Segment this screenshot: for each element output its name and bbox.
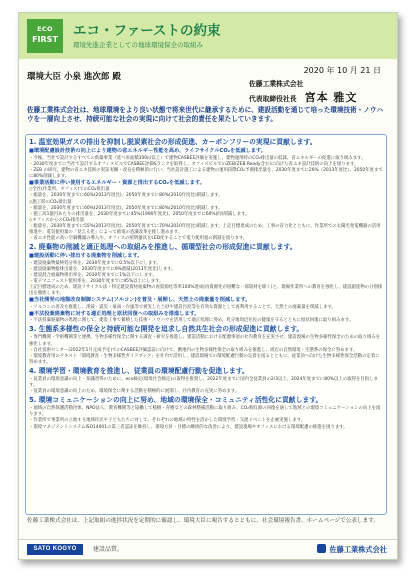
slogan-text: 建設品質。 [93, 546, 124, 553]
section-line: ・自社技術センター(2022年1月完成予定)でのCASBEE評価認証に向けて、敷地内の生物多様性保全の取り組みを推進し、周辺の自然環境・生態系の保全に努めます。 [29, 347, 358, 353]
section-line: ・不法投棄廃棄物の処理に関して、建設工事で蓄積した技術・ノウハウを活用して適正処理に努め、処分地周辺住民の健康を守るとともに原状回復に取り組みます。 [29, 318, 354, 324]
representative [249, 89, 357, 105]
section-line: ・今後、当社で設計するすべての新築事業（延べ床面積300㎡以上）で建物CASBEE評価を実施し、建物運用時のCO₂排出量の低減、省エネルギーの促進に取り組みます。 [29, 155, 366, 161]
section-line: ・従業員の環境意識の向上のため、環境保全に関する活動を積極的に展開し、社内教育の充実に努めます。 [29, 389, 240, 395]
section-line: ・総量を、2030年度までに55%(2013年度比)、2050年度までに70%(2010年度比)削減します。上記目標達成のため、工事の省力化とともに、作業所での太陽光発電機器の活用推進や、電気使用量の「見える化」によって節電の意識改革を推し進めます。 [29, 223, 381, 236]
section-subheading: ■環境配慮設計技術の向上により建物の省エネルギー性能を高め、ライフサイクルCO₂を低減します。 [29, 148, 266, 154]
section-subheading: ■事業活動に伴い使用するエネルギー・資源と排出するCO₂を低減します。 [29, 179, 205, 186]
company-logo-right: 佐藤工業株式会社 [317, 544, 387, 555]
commitment-section [29, 138, 383, 242]
section-line: ・総量を、2030年度までに60%(2013年度比)、2050年度までに80%(2010年度比)削減します。 [29, 193, 223, 199]
section-line: ・電子マニフェスト使用率を、2030年度までに95%以上にします。 [29, 279, 164, 284]
section-subheading: ■当社開発の地盤改良制御システム(ソルコン)を普及・展開し、天然土の廃棄量を削減します。 [29, 297, 251, 304]
intro-text: 佐藤工業株式会社は、地球環境をより良い状態で将来世代に継承するために、建設活動を通じて培った環境技術・ノウハウを一層向上させ、持続可能な社会の実現に向けて社会的責任を果たしていきます。 [27, 106, 384, 123]
commitment-section [29, 325, 383, 365]
section-line: ・ソルコンの普及を推進し、津波・震災・豪雨・台風等で被災した土砂や建設汚泥等を有効な資源として再利用することで、天然土の廃棄量を削減します。 [29, 304, 336, 310]
commitment-section [29, 367, 383, 395]
section-line: ・従業員の環境意識の向上・知識習得のために、eco検定(環境社会検定)の取得を推奨し、2022年度までに国内全従業員の2/3以上、2024年度までに80%以上の取得を目指します。 [29, 376, 378, 389]
section-subheading: ■建設活動に伴い排出する廃棄物を削減します。 [29, 253, 143, 260]
section-line: ・2030年度までに当社で設計するオフィスビルでCASBEE評価Sランクを取得し、オフィスビルでのZEB(ZEB Ready含む)に向けた省エネ設計技術の向上を図ります。 [29, 161, 359, 167]
section-line: ・地域の自然保護活動団体、NPO法人、教育機関等と協働して植樹・育樹などの森林整備活動に取り組み、CO₂吸収源の回復を通して地域との環境コミュニケーションの向上を図ります。 [29, 406, 381, 418]
section-heading: 2. 廃棄物の削減と適正処理への取組みを推進し、循環型社会の形成促進に貢献します。 [29, 243, 297, 252]
commitments-box [25, 134, 387, 515]
section-heading: 5. 環境コミュニケーションの向上に努め、地域の環境保全・コミュニティ活性化に貢献します。 [29, 396, 323, 405]
issue-date: 2020 年 10 月 21 日 [303, 66, 381, 75]
eco-first-logo: ECO FIRST [27, 19, 63, 53]
commitment-section [29, 243, 383, 324]
section-line: ・建設廃棄物最終処分率を、2030年度までに0.5%以下にします。 [29, 260, 161, 266]
section-line: ・環境マネジメントシステムISO14001の第三者認証を維持し、環境方針・目標の継続的な改善により、建設現場やオフィスにおける環境配慮の推進を図ります。 [29, 424, 348, 430]
bottom-logo-bar [19, 539, 397, 560]
addressee: 環境大臣 小泉 進次郎 殿 [27, 72, 121, 82]
header-band [19, 13, 397, 59]
section-line: ・専門機関・学術機関等と連携、生物多様性保全に関する調査・研究を推進し、建設活動における配慮事項の社内教育を充実させ、建設現場の生物多様性保全のための取り組みを強化します。 [29, 335, 381, 347]
section-heading: 3. 生態系多様性の保全と持続可能な開発を追求し自然共生社会の形成促進に貢献します。 [29, 325, 304, 334]
eco-first-certificate [18, 12, 398, 560]
section-line: ・建設混合廃棄物排出率を、2030年度までに1%以下にします。 [29, 272, 157, 278]
section-heading: 1. 温室効果ガスの排出を抑制し脱炭素社会の形成促進、カーボンフリーの実現に貢献します。 [29, 138, 317, 146]
section-line: ・作業所で事業所の立地する地域住民や子どもたちに対して、それぞれの地域の特性を活かした環境学習・交流イベントを企画実施します。 [29, 418, 306, 424]
section-line: 上記目標達成のため、建設リサイクル法・特定建設資材廃棄物の再資源化等率100%達成(再資源化が困難な一部資材を除く)と、現場作業所への教育を強化し、建設副産物の分別排出を徹底します。 [29, 285, 383, 297]
commitment-section [29, 396, 383, 430]
document-title: エコ・ファーストの約束 [73, 23, 221, 39]
section-line: ◇オフィスからのCO₂排出量 [29, 217, 85, 223]
representative-signature: 宮本 雅文 [304, 91, 358, 104]
section-line: ・総量を、2030年度までに60%(2013年度比)、2050年度までに80%(2010年度比)削減します。 [29, 205, 223, 211]
section-subheading: ■不法投棄廃棄物に対する適正処理と原状回復への取組みを推進します。 [29, 310, 200, 317]
representative-title: 代表取締役社長 [249, 95, 297, 103]
section-line: ・省エネ性能の高い空調機器の導入や、オフィスの照明器具をLED化することで電力使用量の削減を図ります。 [29, 236, 248, 242]
company-mark-icon [317, 544, 326, 553]
section-line: ・施工高1億円あたりの排出量を、2030年度までに45%(1990年度比)、2050年度までに60%(同)削減します。 [29, 211, 250, 217]
section-line: ・ZEB の研究、建物の省エネ技術の実証実験・改良を積極的に行い、当社設計施工による建物の運用段階CO₂予測排出量を、2030年度までに26%（2013年度比）、2050年度までに80%削減します。 [29, 167, 383, 179]
section-heading: 4. 環境学習・環境教育を推進し、従業員の環境配慮行動を促進します。 [29, 366, 249, 375]
document-subtitle: 環境先進企業としての地球環境保全の取組み [73, 41, 203, 49]
section-line: ・建設廃棄物総排出量を、2030年度までに9%削減(2013年度比)します。 [29, 266, 176, 272]
section-line: ◇全社(作業所、オフィス)でのCO₂排出量 [29, 187, 110, 193]
section-line: ◇施工時のCO₂排出量 [29, 199, 72, 205]
footer-note: 佐藤工業株式会社は、上記取組の進捗状況を定期的に確認し、環境大臣に報告するとともに、社会環境報告書、ホームページで公表します。 [27, 518, 379, 524]
sato-kogyo-logo: SATO KOGYO [27, 544, 83, 555]
company-name: 佐藤工業株式会社 [249, 80, 304, 88]
section-line: ・環境教育用のテキスト「環境教育・生物多様性ガイドブック」を社内で活用し、建設現場での環境配慮行動の定着を図るとともに、従業員へ向けた生物多様性保全活動の定着に努めます。 [29, 353, 380, 365]
